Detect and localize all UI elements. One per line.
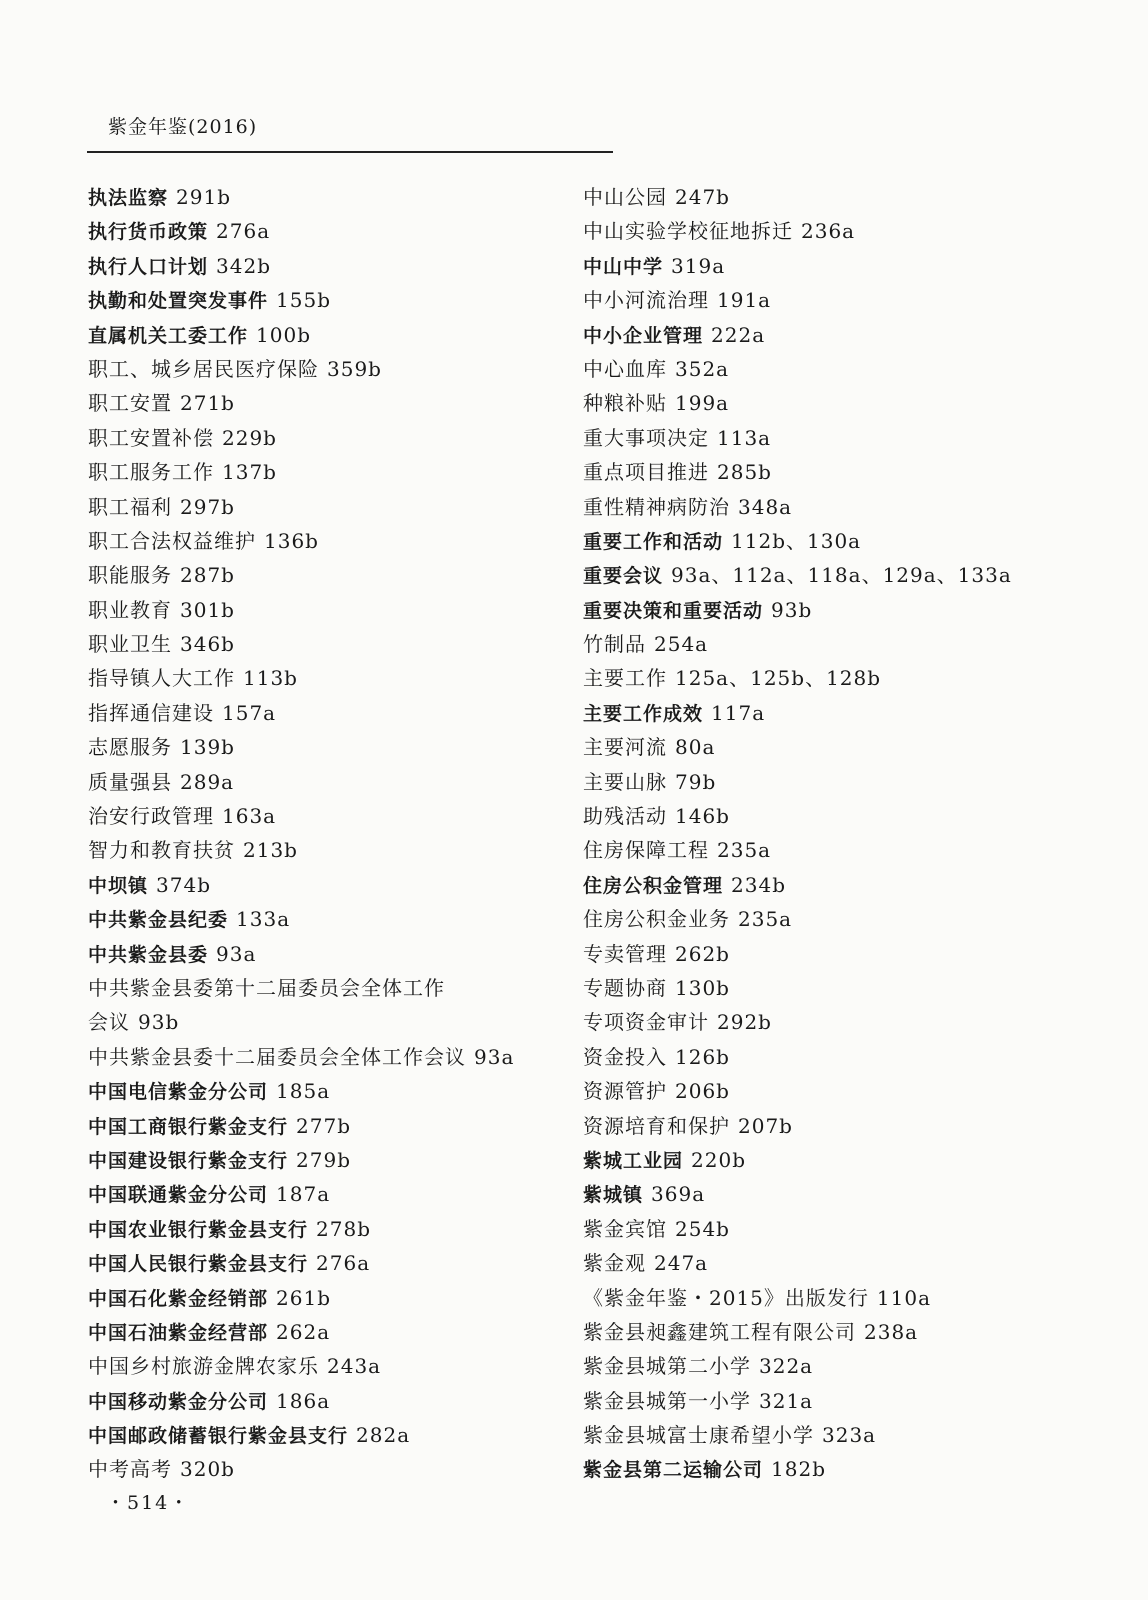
index-entry — [88, 765, 558, 799]
index-page-ref: 342b — [216, 253, 271, 278]
index-page-ref: 319a — [671, 253, 726, 278]
index-entry — [88, 283, 558, 317]
index-page-ref: 100b — [256, 322, 311, 347]
index-entry — [88, 490, 558, 524]
index-page-ref: 243a — [327, 1354, 382, 1379]
index-page-ref: 282a — [356, 1423, 411, 1448]
index-page-ref: 359b — [327, 356, 382, 381]
index-entry — [88, 902, 558, 936]
index-entry — [88, 524, 558, 558]
index-entry — [583, 1143, 1103, 1177]
index-term: 中心血库 — [583, 356, 667, 381]
index-page-ref: 199a — [675, 391, 730, 416]
index-page-ref: 136b — [264, 528, 319, 553]
index-entry — [583, 1349, 1103, 1383]
index-term: 资源管护 — [583, 1079, 667, 1104]
index-page-ref: 271b — [180, 391, 235, 416]
index-term: 重要工作和活动 — [583, 530, 724, 553]
index-term: 中国邮政储蓄银行紫金县支行 — [88, 1425, 349, 1448]
index-page-ref: 289a — [180, 769, 235, 794]
index-page-ref: 320b — [180, 1457, 235, 1482]
index-entry — [88, 1315, 558, 1349]
index-page-ref: 348a — [738, 494, 793, 519]
index-page-ref: 247b — [675, 185, 730, 209]
index-entry — [583, 1177, 1103, 1211]
index-term: 职工安置补偿 — [88, 425, 214, 450]
index-entry — [583, 1452, 1103, 1486]
index-entry — [583, 1246, 1103, 1280]
index-page-ref: 93b — [771, 597, 813, 622]
index-term: 专题协商 — [583, 975, 667, 1000]
index-entry — [583, 833, 1103, 867]
index-page-ref: 163a — [222, 804, 277, 829]
index-term: 职工、城乡居民医疗保险 — [88, 356, 319, 381]
index-entry — [583, 1005, 1103, 1039]
index-term: 职业卫生 — [88, 632, 172, 657]
index-page-ref: 235a — [738, 907, 793, 932]
index-entry — [88, 214, 558, 248]
index-term: 重要会议 — [583, 565, 664, 588]
index-entry — [88, 971, 558, 1005]
index-term: 专项资金审计 — [583, 1010, 709, 1035]
index-page-ref: 126b — [675, 1044, 730, 1069]
index-term: 紫金县城第二小学 — [583, 1354, 751, 1379]
index-entry — [583, 214, 1103, 248]
index-page-ref: 276a — [316, 1251, 371, 1276]
index-term: 中国农业银行紫金县支行 — [88, 1218, 309, 1241]
index-page-ref: 291b — [176, 185, 231, 209]
index-entry — [88, 180, 558, 214]
index-entry — [88, 1040, 558, 1074]
index-page-ref: 110a — [876, 1285, 932, 1310]
index-entry — [583, 1109, 1103, 1143]
index-term: 资源培育和保护 — [583, 1113, 730, 1138]
index-entry — [88, 937, 558, 971]
page-number: ・514・ — [106, 1492, 191, 1514]
index-page-ref: 186a — [276, 1388, 331, 1413]
index-entry — [88, 1349, 558, 1383]
index-term: 职工福利 — [88, 494, 172, 519]
index-entry — [88, 627, 558, 661]
index-term: 执行货币政策 — [88, 221, 209, 244]
index-page-ref: 247a — [654, 1251, 709, 1276]
index-term: 中山实验学校征地拆迁 — [583, 219, 793, 244]
index-page-ref: 301b — [180, 597, 235, 622]
index-page-ref: 222a — [711, 322, 766, 347]
index-entry — [583, 696, 1103, 730]
index-term: 住房公积金管理 — [583, 874, 724, 897]
index-entry — [88, 696, 558, 730]
index-entry — [88, 1246, 558, 1280]
index-entry — [88, 1384, 558, 1418]
index-term: 重要决策和重要活动 — [583, 599, 764, 622]
index-term: 主要工作成效 — [583, 702, 704, 725]
index-page-ref: 93a — [474, 1044, 515, 1069]
index-entry — [88, 1005, 558, 1039]
index-term: 智力和教育扶贫 — [88, 838, 235, 863]
index-page-ref: 235a — [717, 838, 772, 863]
index-page-ref: 182b — [771, 1457, 826, 1482]
index-entry — [583, 1418, 1103, 1452]
index-entry — [583, 352, 1103, 386]
running-header: 紫金年鉴(2016) — [108, 116, 258, 138]
index-entry — [88, 1452, 558, 1486]
index-page-ref: 125a、125b、128b — [675, 666, 882, 691]
index-entry — [583, 490, 1103, 524]
index-page-ref: 262a — [276, 1319, 331, 1344]
index-entry — [88, 249, 558, 283]
index-entry — [583, 902, 1103, 936]
index-page-ref: 297b — [180, 494, 235, 519]
index-term: 中共紫金县纪委 — [88, 909, 229, 932]
index-term: 会议 — [88, 1010, 130, 1035]
index-entry — [88, 593, 558, 627]
index-page-ref: 187a — [276, 1182, 331, 1207]
index-page-ref: 277b — [296, 1113, 351, 1138]
index-term: 中国工商银行紫金支行 — [88, 1115, 289, 1138]
index-page-ref: 207b — [738, 1113, 793, 1138]
index-term: 职工合法权益维护 — [88, 528, 256, 553]
index-page-ref: 261b — [276, 1285, 331, 1310]
index-entry — [583, 283, 1103, 317]
index-term: 执行人口计划 — [88, 255, 209, 278]
index-page-ref: 262b — [675, 941, 730, 966]
index-entry — [583, 180, 1103, 214]
index-page-ref: 79b — [675, 769, 717, 794]
index-term: 中国乡村旅游金牌农家乐 — [88, 1354, 319, 1379]
index-term: 直属机关工委工作 — [88, 324, 249, 347]
index-column-left — [88, 180, 558, 1487]
index-page-ref: 112b、130a — [731, 528, 862, 553]
index-term: 执法监察 — [88, 187, 169, 209]
index-page-ref: 229b — [222, 425, 277, 450]
index-term: 中小河流治理 — [583, 288, 709, 313]
index-term: 职工服务工作 — [88, 460, 214, 485]
index-page-ref: 234b — [731, 872, 786, 897]
index-entry — [583, 1212, 1103, 1246]
index-page-ref: 117a — [711, 700, 766, 725]
index-term: 中国石油紫金经营部 — [88, 1321, 269, 1344]
index-term: 紫金县第二运输公司 — [583, 1459, 764, 1482]
index-page-ref: 323a — [822, 1423, 877, 1448]
index-entry — [583, 971, 1103, 1005]
index-entry — [583, 558, 1103, 592]
index-entry — [88, 455, 558, 489]
index-page-ref: 254b — [675, 1216, 730, 1241]
index-page-ref: 80a — [675, 735, 716, 760]
index-term: 中国电信紫金分公司 — [88, 1081, 269, 1104]
index-entry — [88, 421, 558, 455]
index-term: 中共紫金县委十二届委员会全体工作会议 — [88, 1044, 466, 1069]
index-term: 中国人民银行紫金县支行 — [88, 1253, 309, 1276]
index-page-ref: 276a — [216, 219, 271, 244]
index-term: 紫金县昶鑫建筑工程有限公司 — [583, 1319, 856, 1344]
index-entry — [88, 1177, 558, 1211]
index-entry — [88, 352, 558, 386]
index-page-ref: 137b — [222, 460, 277, 485]
index-entry — [583, 730, 1103, 764]
index-entry — [88, 1109, 558, 1143]
index-term: 竹制品 — [583, 632, 646, 657]
index-page-ref: 93a、112a、118a、129a、133a — [671, 563, 1012, 588]
index-page-ref: 369a — [651, 1182, 706, 1207]
index-term: 种粮补贴 — [583, 391, 667, 416]
index-page-ref: 191a — [717, 288, 772, 313]
index-term: 中共紫金县委第十二届委员会全体工作 — [88, 975, 445, 1000]
index-page-ref: 285b — [717, 460, 772, 485]
index-term: 重点项目推进 — [583, 460, 709, 485]
index-page-ref: 254a — [654, 632, 709, 657]
index-entry — [88, 1074, 558, 1108]
index-term: 《紫金年鉴・2015》出版发行 — [583, 1285, 869, 1310]
index-entry — [583, 455, 1103, 489]
index-term: 职能服务 — [88, 563, 172, 588]
index-entry — [583, 799, 1103, 833]
index-term: 中小企业管理 — [583, 324, 704, 347]
index-term: 指挥通信建设 — [88, 700, 214, 725]
index-term: 助残活动 — [583, 804, 667, 829]
index-term: 专卖管理 — [583, 941, 667, 966]
index-entry — [88, 1212, 558, 1246]
index-term: 中山公园 — [583, 185, 667, 209]
index-entry — [583, 1315, 1103, 1349]
index-term: 紫金宾馆 — [583, 1216, 667, 1241]
index-entry — [88, 833, 558, 867]
index-term: 重性精神病防治 — [583, 494, 730, 519]
index-page-ref: 113b — [243, 666, 298, 691]
index-term: 资金投入 — [583, 1044, 667, 1069]
index-entry — [88, 730, 558, 764]
index-term: 中国建设银行紫金支行 — [88, 1149, 289, 1172]
index-entry — [583, 421, 1103, 455]
index-term: 紫城镇 — [583, 1184, 644, 1207]
index-page-ref: 238a — [864, 1319, 919, 1344]
index-entry — [583, 386, 1103, 420]
index-page-ref: 321a — [759, 1388, 814, 1413]
index-entry — [88, 661, 558, 695]
index-term: 紫城工业园 — [583, 1149, 684, 1172]
index-page-ref: 279b — [296, 1147, 351, 1172]
index-page-ref: 157a — [222, 700, 277, 725]
index-entry — [583, 937, 1103, 971]
index-term: 执勤和处置突发事件 — [88, 290, 269, 313]
index-page-ref: 213b — [243, 838, 298, 863]
index-term: 质量强县 — [88, 769, 172, 794]
header-rule — [87, 151, 613, 153]
index-entry — [88, 558, 558, 592]
index-term: 中考高考 — [88, 1457, 172, 1482]
index-entry — [583, 627, 1103, 661]
index-page-ref: 185a — [276, 1079, 331, 1104]
index-entry — [583, 1384, 1103, 1418]
index-term: 主要工作 — [583, 666, 667, 691]
index-term: 志愿服务 — [88, 735, 172, 760]
index-page-ref: 93a — [216, 941, 257, 966]
index-page-ref: 130b — [675, 975, 730, 1000]
index-page-ref: 322a — [759, 1354, 814, 1379]
index-entry — [583, 868, 1103, 902]
index-term: 主要河流 — [583, 735, 667, 760]
index-term: 中国移动紫金分公司 — [88, 1390, 269, 1413]
index-term: 指导镇人大工作 — [88, 666, 235, 691]
index-entry — [583, 249, 1103, 283]
index-term: 主要山脉 — [583, 769, 667, 794]
index-term: 紫金观 — [583, 1251, 646, 1276]
index-entry — [583, 1281, 1103, 1315]
index-page-ref: 346b — [180, 632, 235, 657]
index-page-ref: 206b — [675, 1079, 730, 1104]
index-term: 住房公积金业务 — [583, 907, 730, 932]
index-term: 职工安置 — [88, 391, 172, 416]
index-page-ref: 220b — [691, 1147, 746, 1172]
index-term: 重大事项决定 — [583, 425, 709, 450]
index-entry — [583, 318, 1103, 352]
index-page-ref: 113a — [717, 425, 772, 450]
index-term: 治安行政管理 — [88, 804, 214, 829]
index-entry — [583, 1074, 1103, 1108]
index-entry — [583, 593, 1103, 627]
index-term: 中共紫金县委 — [88, 943, 209, 966]
index-page-ref: 278b — [316, 1216, 371, 1241]
index-term: 紫金县城富士康希望小学 — [583, 1423, 814, 1448]
index-page-ref: 93b — [138, 1010, 180, 1035]
index-term: 中国石化紫金经销部 — [88, 1287, 269, 1310]
index-entry — [88, 799, 558, 833]
index-term: 紫金县城第一小学 — [583, 1388, 751, 1413]
index-entry — [88, 1143, 558, 1177]
index-column-right — [583, 180, 1103, 1487]
index-entry — [88, 1281, 558, 1315]
index-page-ref: 236a — [801, 219, 856, 244]
index-term: 中山中学 — [583, 255, 664, 278]
index-page-ref: 352a — [675, 356, 730, 381]
index-entry — [88, 318, 558, 352]
index-page-ref: 146b — [675, 804, 730, 829]
index-entry — [583, 1040, 1103, 1074]
index-entry — [583, 765, 1103, 799]
index-term: 中坝镇 — [88, 874, 149, 897]
index-term: 职业教育 — [88, 597, 172, 622]
index-term: 中国联通紫金分公司 — [88, 1184, 269, 1207]
index-entry — [88, 1418, 558, 1452]
index-page-ref: 155b — [276, 288, 331, 313]
index-page-ref: 133a — [236, 907, 291, 932]
index-page-ref: 287b — [180, 563, 235, 588]
index-page-ref: 139b — [180, 735, 235, 760]
index-page-ref: 292b — [717, 1010, 772, 1035]
index-page-ref: 374b — [156, 872, 211, 897]
index-entry — [88, 868, 558, 902]
index-entry — [583, 524, 1103, 558]
index-entry — [583, 661, 1103, 695]
index-entry — [88, 386, 558, 420]
index-term: 住房保障工程 — [583, 838, 709, 863]
